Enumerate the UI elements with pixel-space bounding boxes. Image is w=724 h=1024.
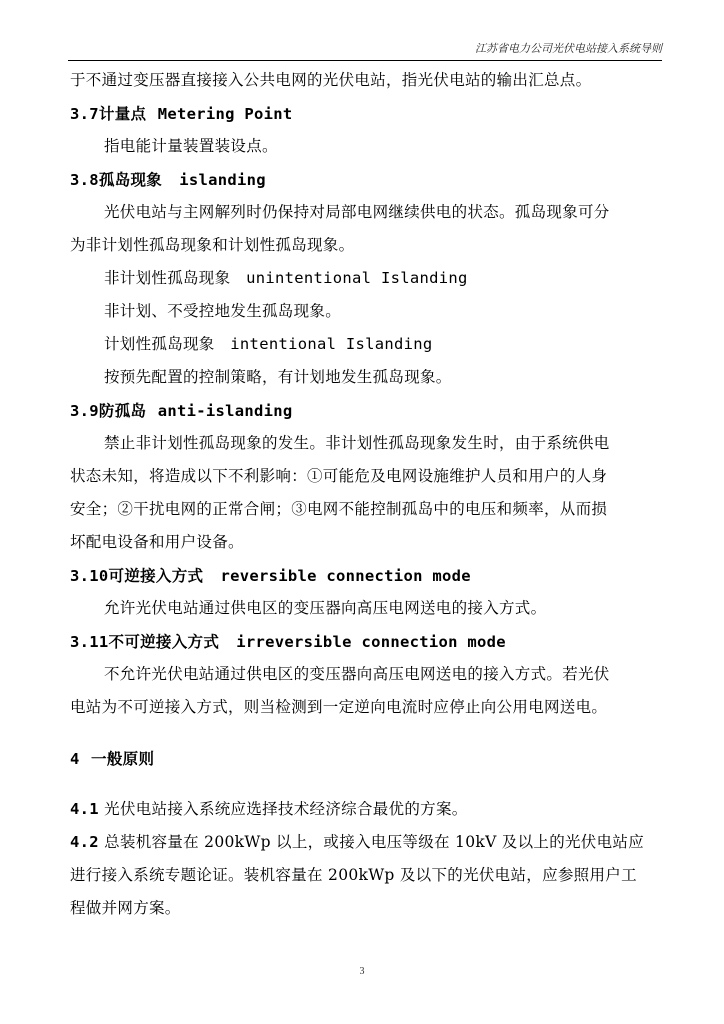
section-heading-4 <box>70 742 660 775</box>
text-line: 安全；②干扰电网的正常合闸；③电网不能控制孤岛中的电压和频率，从而损 <box>70 500 608 518</box>
document-body <box>70 64 660 925</box>
section-number: 3.7 <box>70 105 99 123</box>
term-en: intentional Islanding <box>230 335 433 353</box>
text-line: 程做并网方案。 <box>70 899 181 917</box>
section-title-en: reversible connection mode <box>220 567 471 585</box>
section-title-en: anti-islanding <box>157 402 293 420</box>
text-line: 进行接入系统专题论证。装机容量在 200kWp 及以下的光伏电站，应参照用户工 <box>70 866 637 884</box>
section-heading-3-11 <box>70 625 660 658</box>
clause-4-2 <box>70 826 660 859</box>
term-line <box>70 262 660 295</box>
term-en: unintentional Islanding <box>246 269 468 287</box>
clause-text: 总装机容量在 200kWp 以上，或接入电压等级在 10kV 及以上的光伏电站应 <box>104 833 644 851</box>
text-line: 按预先配置的控制策略，有计划地发生孤岛现象。 <box>104 368 452 386</box>
text-line: 禁止非计划性孤岛现象的发生。非计划性孤岛现象发生时，由于系统供电 <box>104 434 610 452</box>
section-number: 3.9 <box>70 402 99 420</box>
section-title-cn: 防孤岛 <box>98 401 147 420</box>
section-number: 3.10 <box>70 567 109 585</box>
text-line: 非计划、不受控地发生孤岛现象。 <box>104 302 342 320</box>
section-title-cn: 不可逆接入方式 <box>108 632 220 651</box>
text-line: 电站为不可逆接入方式，则当检测到一定逆向电流时应停止向公用电网送电。 <box>70 698 608 716</box>
section-title-cn: 计量点 <box>98 104 147 123</box>
text-line: 指电能计量装置装设点。 <box>104 137 278 155</box>
section-heading-3-10 <box>70 559 660 592</box>
clause-number: 4.2 <box>70 833 99 851</box>
term-cn: 非计划性孤岛现象 <box>104 269 231 287</box>
section-number: 3.11 <box>70 633 109 651</box>
section-title-cn: 可逆接入方式 <box>108 566 204 585</box>
page-number: 3 <box>359 966 365 977</box>
section-title-cn: 孤岛现象 <box>98 170 163 189</box>
running-header: 江苏省电力公司光伏电站接入系统导则 <box>475 42 662 55</box>
clause-4-1 <box>70 793 660 826</box>
text-line: 坏配电设备和用户设备。 <box>70 533 244 551</box>
section-number: 4 <box>70 750 80 768</box>
spacer <box>70 775 660 793</box>
header-rule <box>68 60 662 61</box>
clause-text: 光伏电站接入系统应选择技术经济综合最优的方案。 <box>104 800 468 818</box>
term-cn: 计划性孤岛现象 <box>104 335 215 353</box>
section-title-en: Metering Point <box>157 105 293 123</box>
text-line: 状态未知，将造成以下不利影响：①可能危及电网设施维护人员和用户的人身 <box>70 467 608 485</box>
section-heading-3-8 <box>70 163 660 196</box>
text-line: 不允许光伏电站通过供电区的变压器向高压电网送电的接入方式。若光伏 <box>104 665 610 683</box>
text-line: 光伏电站与主网解列时仍保持对局部电网继续供电的状态。孤岛现象可分 <box>104 203 610 221</box>
text-line: 于不通过变压器直接接入公共电网的光伏电站，指光伏电站的输出汇总点。 <box>70 71 592 89</box>
section-title-en: irreversible connection mode <box>236 633 506 651</box>
section-title-en: islanding <box>179 171 266 189</box>
spacer <box>70 724 660 742</box>
clause-number: 4.1 <box>70 800 99 818</box>
text-line: 允许光伏电站通过供电区的变压器向高压电网送电的接入方式。 <box>104 599 547 617</box>
section-title-cn: 一般原则 <box>91 749 155 768</box>
section-heading-3-7 <box>70 97 660 130</box>
section-heading-3-9 <box>70 394 660 427</box>
section-number: 3.8 <box>70 171 99 189</box>
term-line <box>70 328 660 361</box>
text-line: 为非计划性孤岛现象和计划性孤岛现象。 <box>70 236 355 254</box>
